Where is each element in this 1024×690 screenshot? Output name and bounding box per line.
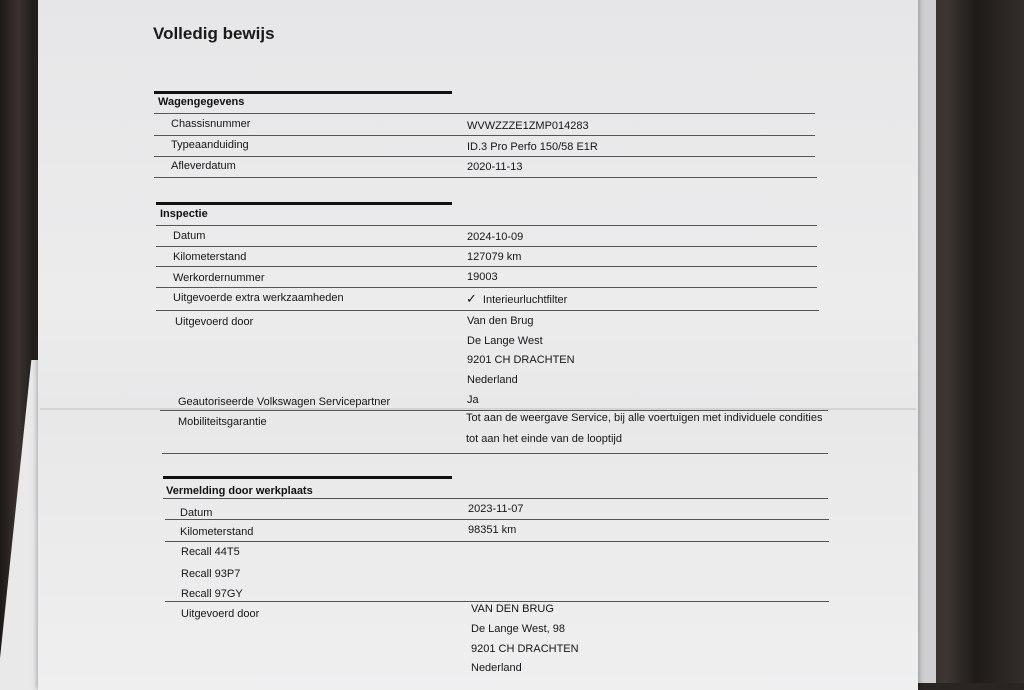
row-divider	[154, 177, 817, 178]
address-line: Nederland	[471, 662, 522, 674]
recall-item: Recall 44T5	[181, 546, 240, 558]
value-servicepartner: Ja	[467, 394, 479, 406]
mobiliteit-line: tot aan het einde van de looptijd	[466, 433, 622, 445]
address-line: Nederland	[467, 374, 518, 386]
extra-werkzaamheden-text: Interieurluchtfilter	[482, 294, 568, 306]
address-line: 9201 CH DRACHTEN	[467, 354, 575, 366]
value-extra-werkzaamheden	[466, 291, 567, 307]
label-extra-werkzaamheden: Uitgevoerde extra werkzaamheden	[173, 292, 344, 304]
value-kilometerstand: 98351 km	[468, 524, 517, 536]
mobiliteit-line: Tot aan de weergave Service, bij alle voertuigen met individuele condities	[466, 412, 823, 424]
row-divider	[154, 113, 815, 114]
value-typeaanduiding: ID.3 Pro Perfo 150/58 E1R	[467, 141, 598, 153]
label-uitgevoerd-door: Uitgevoerd door	[181, 608, 260, 620]
value-datum: 2023-11-07	[468, 503, 524, 515]
address-line: Van den Brug	[467, 315, 534, 327]
label-afleverdatum: Afleverdatum	[171, 160, 236, 172]
value-afleverdatum: 2020-11-13	[467, 161, 523, 173]
document-title: Volledig bewijs	[153, 24, 275, 43]
section-rule	[156, 202, 452, 205]
row-divider	[162, 453, 828, 454]
label-werkordernummer: Werkordernummer	[173, 272, 265, 284]
row-divider	[156, 225, 817, 226]
section-heading-wagengegevens: Wagengegevens	[158, 96, 245, 108]
row-divider	[156, 246, 817, 247]
check-icon: ✓	[466, 291, 477, 306]
row-divider	[156, 310, 819, 311]
label-kilometerstand: Kilometerstand	[180, 526, 254, 538]
row-divider	[156, 266, 817, 267]
label-datum: Datum	[173, 230, 206, 242]
address-line: De Lange West	[467, 335, 543, 347]
value-werkordernummer: 19003	[467, 271, 498, 283]
recall-item: Recall 93P7	[181, 568, 241, 580]
row-divider	[165, 601, 829, 602]
row-divider	[160, 410, 828, 411]
address-line: De Lange West, 98	[471, 623, 565, 635]
section-heading-inspectie: Inspectie	[160, 208, 208, 220]
row-divider	[154, 156, 815, 157]
row-divider	[165, 519, 829, 520]
value-kilometerstand: 127079 km	[467, 251, 522, 263]
label-chassisnummer: Chassisnummer	[171, 118, 251, 130]
address-line: VAN DEN BRUG	[471, 603, 554, 615]
label-servicepartner: Geautoriseerde Volkswagen Servicepartner	[178, 396, 391, 408]
value-chassisnummer: WVWZZZE1ZMP014283	[467, 120, 589, 132]
section-rule	[163, 476, 452, 479]
row-divider	[165, 541, 829, 542]
address-line: 9201 CH DRACHTEN	[471, 643, 579, 655]
value-datum: 2024-10-09	[467, 231, 524, 243]
label-mobiliteitsgarantie: Mobiliteitsgarantie	[178, 416, 267, 428]
label-kilometerstand: Kilometerstand	[173, 251, 247, 263]
section-rule	[154, 91, 452, 94]
row-divider	[163, 498, 828, 499]
row-divider	[154, 135, 815, 136]
row-divider	[156, 287, 817, 288]
label-datum: Datum	[180, 507, 213, 519]
label-typeaanduiding: Typeaanduiding	[171, 139, 249, 151]
section-heading-vermelding: Vermelding door werkplaats	[166, 485, 313, 497]
recall-item: Recall 97GY	[181, 588, 243, 600]
label-uitgevoerd-door: Uitgevoerd door	[175, 316, 254, 328]
